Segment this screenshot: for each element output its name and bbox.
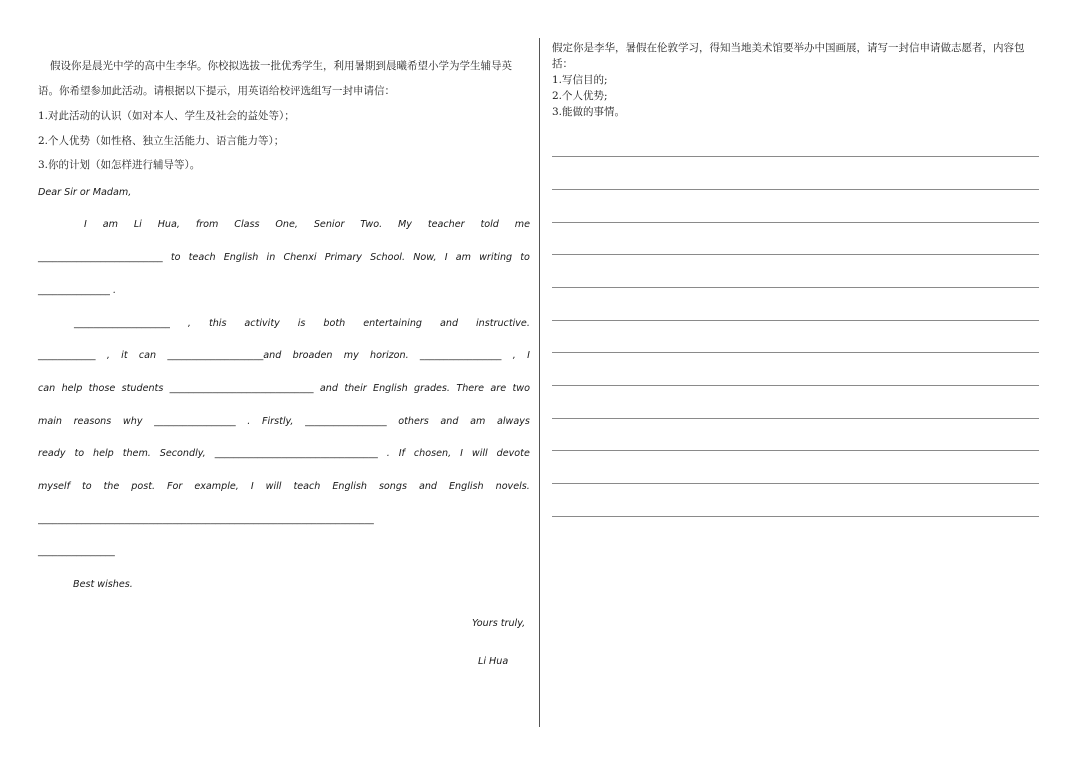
letter-word: will xyxy=(265,481,282,492)
writing-rule xyxy=(552,516,1039,517)
letter-word: __________________________ xyxy=(38,252,163,263)
letter-word: My xyxy=(398,219,412,230)
left-point-3: 3.你的计划（如怎样进行辅导等）。 xyxy=(38,159,201,171)
right-prompt-line-1: 假定你是李华，暑假在伦敦学习，得知当地美术馆要举办中国画展，请写一封信申请做志愿者，内容包 xyxy=(552,42,1025,54)
writing-rule xyxy=(552,320,1039,321)
letter-word: I xyxy=(84,219,87,230)
letter-line-3: _______________ . xyxy=(38,285,117,296)
letter-word: can xyxy=(38,383,56,394)
letter-word: teach xyxy=(188,252,216,263)
letter-word: , xyxy=(512,350,516,361)
letter-word: always xyxy=(496,416,530,427)
letter-word: _________________ xyxy=(305,416,387,427)
letter-word: can xyxy=(138,350,157,361)
letter-line-7 xyxy=(38,416,530,427)
letter-word: broaden xyxy=(292,350,333,361)
letter-word: it xyxy=(121,350,128,361)
right-point-2: 2.个人优势; xyxy=(552,90,608,102)
letter-word: are xyxy=(490,383,507,394)
letter-word: Li xyxy=(133,219,142,230)
letter-word: For xyxy=(167,481,183,492)
letter-line-11-blank: ________________ xyxy=(38,546,115,557)
letter-word: Now, xyxy=(413,252,437,263)
letter-word: entertaining xyxy=(363,318,423,329)
letter-word: horizon. xyxy=(370,350,409,361)
letter-word: English xyxy=(223,252,259,263)
letter-word: my xyxy=(343,350,359,361)
letter-word: ______________________________ xyxy=(169,383,314,394)
letter-word: and xyxy=(319,383,338,394)
letter-word: their xyxy=(344,383,367,394)
letter-word: and xyxy=(418,481,438,492)
letter-word: __________________________________ xyxy=(214,448,378,459)
letter-word: _________________ xyxy=(154,416,236,427)
left-prompt-line-1: 假设你是晨光中学的高中生李华。你校拟选拔一批优秀学生，利用暑期到晨曦希望小学为学生辅导英 xyxy=(50,60,512,72)
letter-word: Secondly, xyxy=(159,448,206,459)
letter-word: chosen, xyxy=(413,448,452,459)
writing-rule xyxy=(552,287,1039,288)
letter-line-1 xyxy=(84,219,530,230)
writing-rule xyxy=(552,483,1039,484)
letter-word: from xyxy=(195,219,219,230)
letter-line-4 xyxy=(74,318,530,329)
letter-word: One, xyxy=(275,219,298,230)
letter-word: is xyxy=(297,318,306,329)
letter-word: activity xyxy=(244,318,280,329)
letter-word: both xyxy=(323,318,346,329)
letter-word: them. xyxy=(122,448,151,459)
letter-word: , xyxy=(106,350,110,361)
letter-word: I xyxy=(460,448,463,459)
left-point-1: 1.对此活动的认识（如对本人、学生及社会的益处等）； xyxy=(38,110,295,122)
letter-word: _________________ xyxy=(419,350,502,361)
letter-word: this xyxy=(208,318,227,329)
letter-word: help xyxy=(93,448,114,459)
letter-word: to xyxy=(81,481,92,492)
letter-word: and xyxy=(440,416,459,427)
letter-word: to xyxy=(520,252,530,263)
right-point-1: 1.写信目的; xyxy=(552,74,608,86)
left-prompt-line-2: 语。你希望参加此活动。请根据以下提示，用英语给校评选组写一封申请信： xyxy=(38,85,395,97)
letter-word: those xyxy=(88,383,116,394)
letter-word: students xyxy=(121,383,164,394)
letter-word: others xyxy=(398,416,429,427)
letter-word: . xyxy=(386,448,390,459)
letter-word: teach xyxy=(293,481,321,492)
letter-word: I xyxy=(444,252,448,263)
letter-word: devote xyxy=(496,448,530,459)
writing-rule xyxy=(552,222,1039,223)
letter-word: Class xyxy=(234,219,260,230)
letter-word: am xyxy=(470,416,486,427)
letter-word: in xyxy=(266,252,276,263)
letter-line-9 xyxy=(38,481,530,492)
left-point-2: 2.个人优势（如性格、独立生活能力、语言能力等）； xyxy=(38,135,285,147)
letter-word: grades. xyxy=(414,383,450,394)
letter-word: myself xyxy=(38,481,70,492)
letter-word: ready xyxy=(38,448,66,459)
letter-signature: Li Hua xyxy=(478,656,509,667)
letter-word: English xyxy=(332,481,367,492)
letter-word: ____________________and xyxy=(167,350,282,361)
letter-word: Two. xyxy=(360,219,383,230)
letter-word: writing xyxy=(479,252,513,263)
letter-word: Chenxi xyxy=(283,252,317,263)
letter-word: Primary xyxy=(324,252,362,263)
writing-rule xyxy=(552,352,1039,353)
letter-line-2 xyxy=(38,252,530,263)
letter-word: reasons xyxy=(73,416,112,427)
letter-word: main xyxy=(38,416,62,427)
letter-word: I xyxy=(250,481,254,492)
letter-word: post. xyxy=(131,481,156,492)
letter-word: two xyxy=(512,383,530,394)
letter-word: Firstly, xyxy=(261,416,294,427)
writing-rule xyxy=(552,156,1039,157)
letter-word: will xyxy=(471,448,488,459)
letter-word: If xyxy=(398,448,405,459)
letter-line-8 xyxy=(38,448,530,459)
letter-word: help xyxy=(61,383,83,394)
letter-word: example, xyxy=(194,481,239,492)
letter-word: teacher xyxy=(427,219,465,230)
letter-line-6 xyxy=(38,383,530,394)
letter-line-10-blank: ______________________________________________________________________ xyxy=(38,514,374,525)
letter-word: am xyxy=(455,252,471,263)
letter-word: am xyxy=(102,219,118,230)
letter-word: ____________ xyxy=(38,350,96,361)
writing-rule xyxy=(552,254,1039,255)
right-point-3: 3.能做的事情。 xyxy=(552,106,626,118)
writing-rule xyxy=(552,385,1039,386)
writing-rule xyxy=(552,418,1039,419)
writing-rule xyxy=(552,189,1039,190)
letter-word: me xyxy=(514,219,530,230)
letter-word: School. xyxy=(370,252,406,263)
letter-word: to xyxy=(74,448,85,459)
letter-word: why xyxy=(122,416,143,427)
letter-word: English xyxy=(448,481,484,492)
letter-closing: Best wishes. xyxy=(73,579,133,590)
writing-rule xyxy=(552,450,1039,451)
letter-word: There xyxy=(456,383,485,394)
letter-word: ____________________ xyxy=(74,318,170,329)
letter-word: English xyxy=(373,383,408,394)
letter-word: instructive. xyxy=(476,318,530,329)
letter-word: novels. xyxy=(495,481,530,492)
letter-word: the xyxy=(103,481,120,492)
letter-word: I xyxy=(527,350,530,361)
column-divider xyxy=(539,38,540,727)
letter-salutation: Dear Sir or Madam, xyxy=(38,187,132,198)
letter-word: . xyxy=(247,416,251,427)
letter-word: Senior xyxy=(313,219,345,230)
letter-yours-truly: Yours truly, xyxy=(472,618,526,629)
right-prompt-line-2: 括： xyxy=(552,58,573,70)
letter-word: Hua, xyxy=(157,219,180,230)
letter-word: and xyxy=(439,318,459,329)
letter-word: songs xyxy=(378,481,407,492)
letter-word: told xyxy=(480,219,499,230)
letter-word: to xyxy=(170,252,181,263)
letter-word: , xyxy=(187,318,191,329)
letter-line-5 xyxy=(38,350,530,361)
